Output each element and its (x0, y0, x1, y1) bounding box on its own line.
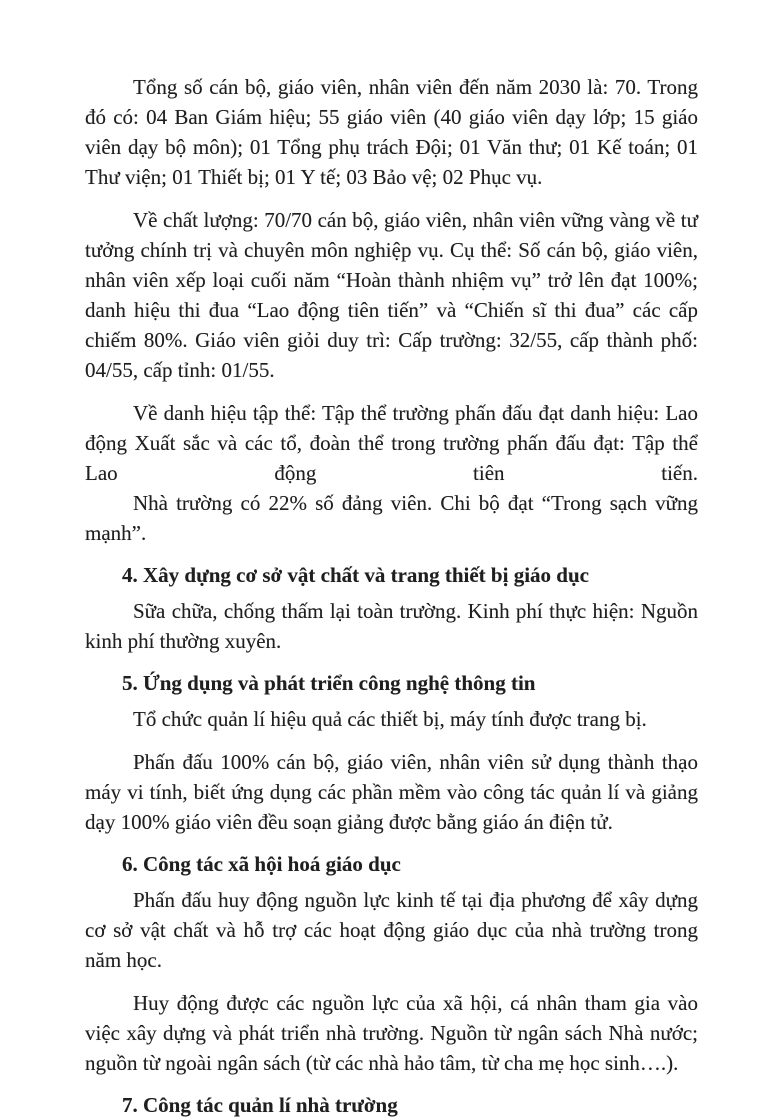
paragraph-quality: Về chất lượng: 70/70 cán bộ, giáo viên, nhân viên vững vàng về tư tưởng chính trị và chuyên môn nghiệp vụ. Cụ thể: Số cán bộ, giáo viên, nhân viên xếp loại cuối năm “Hoàn thành nhiệm vụ” trở lên đạt 100%; danh hiệu thi đua “Lao động tiên tiến” và “Chiến sĩ thi đua” các cấp chiếm 80%. Giáo viên giỏi duy trì: Cấp trường: 32/55, cấp thành phố: 04/55, cấp tỉnh: 01/55. (85, 208, 698, 382)
section-heading-6: 6. Công tác xã hội hoá giáo dục (122, 852, 401, 876)
paragraph-staff-totals: Tổng số cán bộ, giáo viên, nhân viên đến năm 2030 là: 70. Trong đó có: 04 Ban Giám hiệu; 55 giáo viên (40 giáo viên dạy lớp; 15 giáo viên dạy bộ môn); 01 Tổng phụ trách Đội; 01 Văn thư; 01 Kế toán; 01 Thư viện; 01 Thiết bị; 01 Y tế; 03 Bảo vệ; 02 Phục vụ. (85, 75, 698, 189)
paragraph-it-management: Tổ chức quản lí hiệu quả các thiết bị, máy tính được trang bị. (133, 707, 647, 731)
paragraph-resources: Huy động được các nguồn lực của xã hội, cá nhân tham gia vào việc xây dựng và phát triển nhà trường. Nguồn từ ngân sách Nhà nước; nguồn từ ngoài ngân sách (từ các nhà hảo tâm, từ cha mẹ học sinh….). (85, 991, 698, 1075)
section-heading-4: 4. Xây dựng cơ sở vật chất và trang thiết bị giáo dục (122, 563, 589, 587)
paragraph-collective-titles: Về danh hiệu tập thể: Tập thể trường phấn đấu đạt danh hiệu: Lao động Xuất sắc và các tổ, đoàn thể trong trường phấn đấu đạt: Tập thể Lao động tiên tiến. (85, 401, 698, 485)
section-heading-5: 5. Ứng dụng và phát triển công nghệ thông tin (122, 671, 536, 695)
document-body (85, 72, 698, 1120)
paragraph-socialization: Phấn đấu huy động nguồn lực kinh tế tại địa phương để xây dựng cơ sở vật chất và hỗ trợ các hoạt động giáo dục của nhà trường trong năm học. (85, 888, 698, 972)
paragraph-party-members: Nhà trường có 22% số đảng viên. Chi bộ đạt “Trong sạch vững mạnh”. (85, 491, 698, 545)
section-heading-7: 7. Công tác quản lí nhà trường (122, 1093, 398, 1117)
paragraph-facilities: Sữa chữa, chống thấm lại toàn trường. Kinh phí thực hiện: Nguồn kinh phí thường xuyên. (85, 599, 698, 653)
paragraph-it-goals: Phấn đấu 100% cán bộ, giáo viên, nhân viên sử dụng thành thạo máy vi tính, biết ứng dụng các phần mềm vào công tác quản lí và giảng dạy 100% giáo viên đều soạn giảng được bằng giáo án điện tử. (85, 750, 698, 834)
